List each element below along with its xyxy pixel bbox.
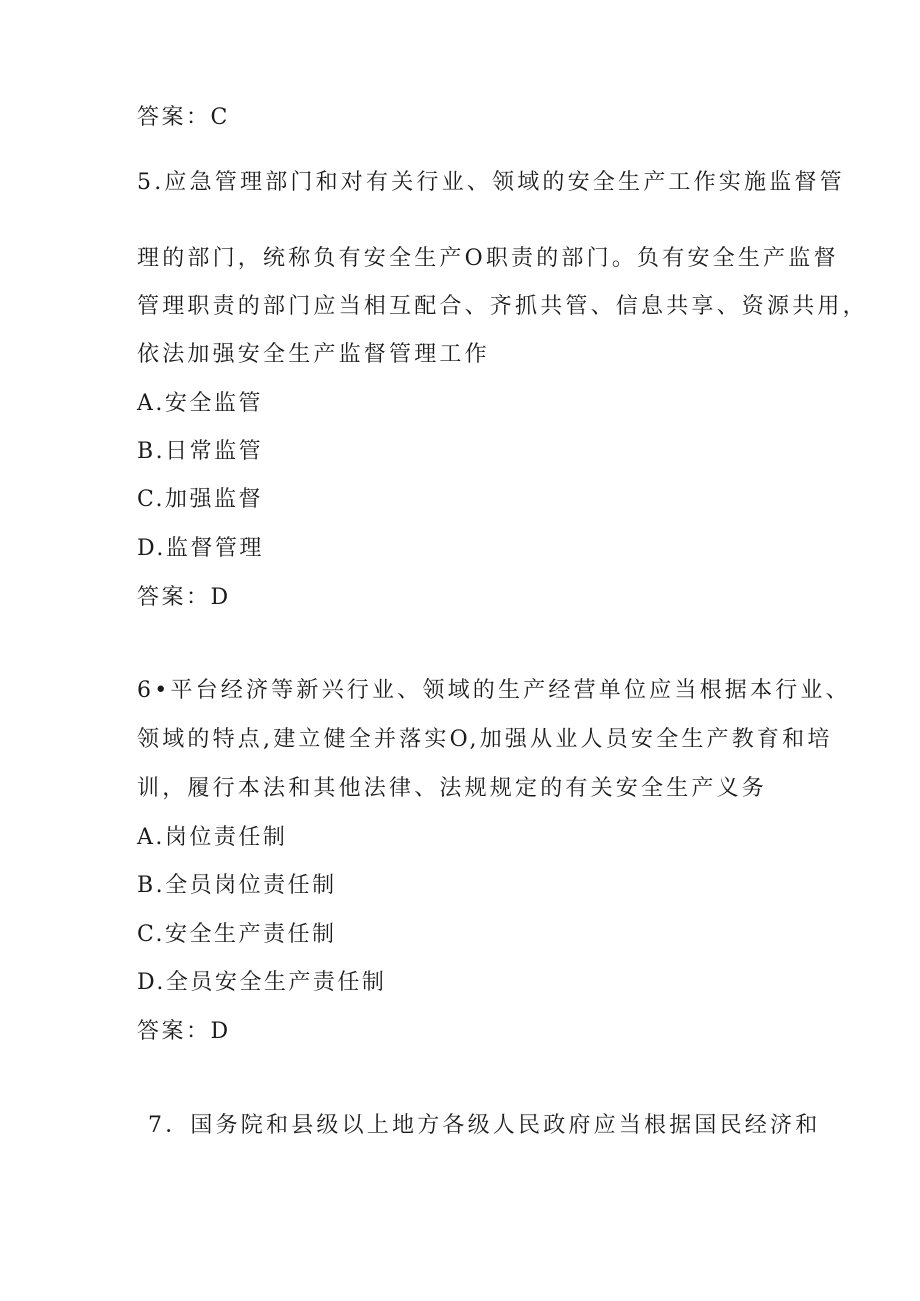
option-d: D.全员安全生产责任制 — [137, 970, 387, 995]
option-b: B.日常监管 — [137, 439, 264, 464]
option-d: D.监督管理 — [137, 536, 264, 561]
option-c: C.安全生产责任制 — [137, 922, 337, 947]
answer: 答案：D — [137, 1019, 231, 1044]
answer: 答案：D — [137, 585, 231, 610]
previous-answer: 答案：C — [137, 105, 230, 130]
question-text-line: 6•平台经济等新兴行业、领域的生产经营单位应当根据本行业、 — [137, 678, 851, 703]
option-a: A.岗位责任制 — [137, 825, 288, 850]
option-a: A.安全监管 — [137, 391, 263, 416]
question-text-line: 管理职责的部门应当相互配合、齐抓共管、信息共享、资源共用， — [137, 294, 868, 319]
question-text-line: 依法加强安全生产监督管理工作 — [137, 342, 490, 367]
question-text-line: 5.应急管理部门和对有关行业、领域的安全生产工作实施监督管 — [137, 170, 845, 195]
question-text-line: 训，履行本法和其他法律、法规规定的有关安全生产义务 — [137, 776, 768, 801]
option-c: C.加强监督 — [137, 487, 264, 512]
question-text-line: 领域的特点,建立健全并落实O,加强从业人员安全生产教育和培 — [137, 727, 833, 752]
question-text-line: 理的部门，统称负有安全生产O职责的部门。负有安全生产监督 — [137, 246, 839, 271]
option-b: B.全员岗位责任制 — [137, 873, 337, 898]
question-text-line: 7．国务院和县级以上地方各级人民政府应当根据国民经济和 — [148, 1113, 821, 1138]
